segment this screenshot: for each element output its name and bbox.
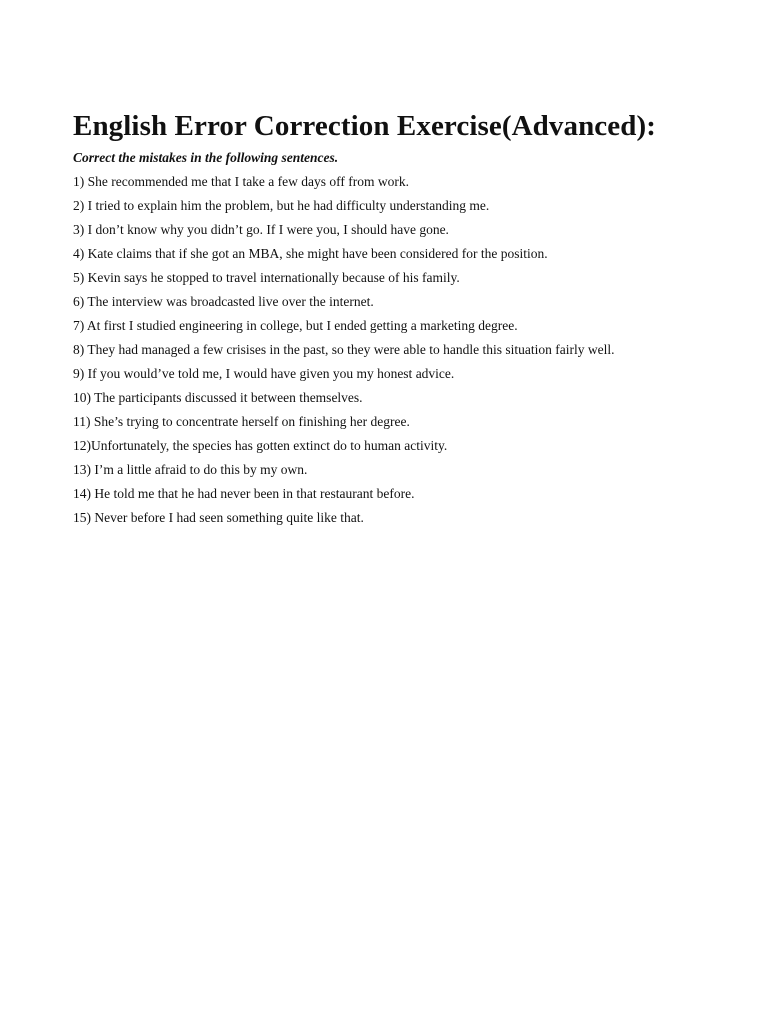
- sentence-item: 14) He told me that he had never been in that restaurant before.: [73, 486, 415, 501]
- sentence-item: 3) I don’t know why you didn’t go. If I were you, I should have gone.: [73, 222, 449, 237]
- sentence-item: 12)Unfortunately, the species has gotten extinct do to human activity.: [73, 438, 448, 453]
- sentence-item: 7) At first I studied engineering in college, but I ended getting a marketing degree.: [73, 318, 518, 333]
- document-content: [73, 106, 733, 530]
- sentence-item: 4) Kate claims that if she got an MBA, she might have been considered for the position.: [73, 246, 548, 261]
- sentence-item: 10) The participants discussed it between themselves.: [73, 390, 363, 405]
- exercise-instruction: Correct the mistakes in the following sentences.: [73, 150, 339, 165]
- sentence-item: 15) Never before I had seen something quite like that.: [73, 510, 364, 525]
- sentence-item: 1) She recommended me that I take a few days off from work.: [73, 174, 410, 189]
- sentence-list: [73, 170, 733, 530]
- sentence-item: 6) The interview was broadcasted live over the internet.: [73, 294, 374, 309]
- sentence-item: 8) They had managed a few crisises in the past, so they were able to handle this situation fairly well.: [73, 342, 615, 357]
- sentence-item: 5) Kevin says he stopped to travel internationally because of his family.: [73, 270, 460, 285]
- sentence-item: 2) I tried to explain him the problem, but he had difficulty understanding me.: [73, 198, 490, 213]
- sentence-item: 13) I’m a little afraid to do this by my own.: [73, 462, 308, 477]
- sentence-item: 11) She’s trying to concentrate herself on finishing her degree.: [73, 414, 410, 429]
- sentence-item: 9) If you would’ve told me, I would have given you my honest advice.: [73, 366, 455, 381]
- document-title: English Error Correction Exercise(Advanced):: [73, 110, 656, 142]
